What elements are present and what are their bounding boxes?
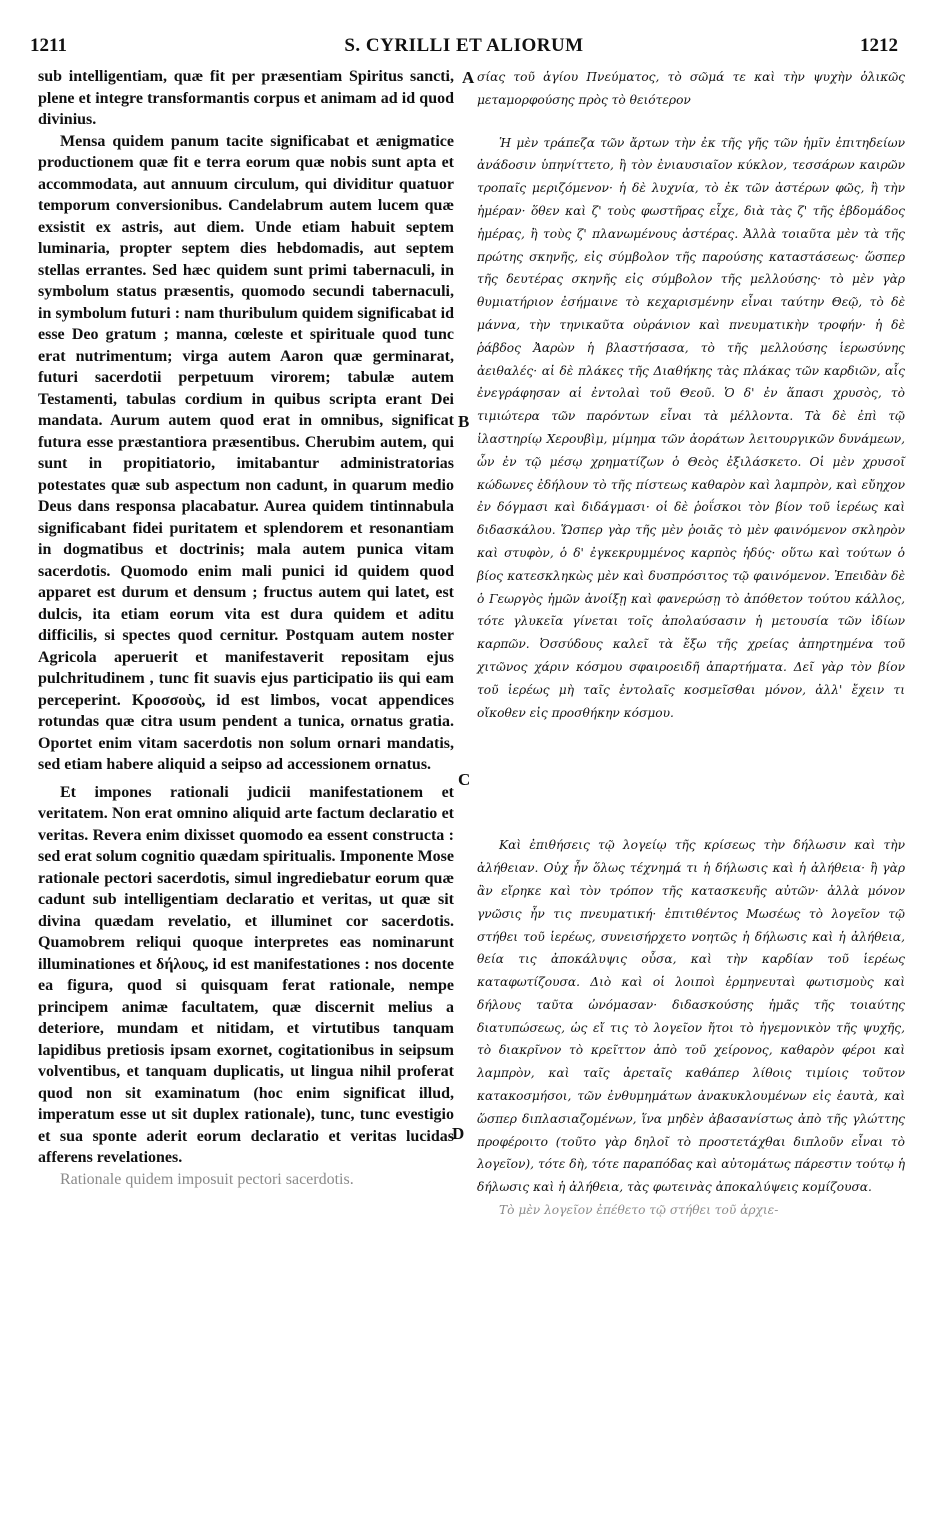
running-title: S. CYRILLI ET ALIORUM bbox=[344, 35, 584, 56]
greek-paragraph-2: Ἡ μὲν τράπεζα τῶν ἄρτων τὴν ἐκ τῆς γῆς τῶν ἡμῖν ἐπιτηδείων ἀνάδοσιν ὑπηνίττετο, ἢ τὸν ἐνιαυσιαῖον κύκλον, τεσσάρων καιρῶν τροπαῖς μεριζόμενον· ἡ δὲ λυχνία, τὸ ἐκ τῶν ἀστέρων φῶς, ἢ τὴν ἡμέραν· ὅθεν καὶ ζ' τοὺς φωστῆρας εἶχε, διὰ τὰς ζ' τῆς ἑβδομάδος ἡμέρας, ἢ τοὺς ζ' πλανωμένους ἀστέρας. Ἀλλὰ τοιαῦτα μὲν τὰ τῆς πρώτης σκηνῆς, εἰς σύμβολον τῆς παρούσης καταστάσεως· ὥσπερ τῆς δευτέρας σκηνῆς εἰς σύμβολον τῆς μελλούσης· τὸ μὲν γὰρ θυμιατήριον ἐσήμαινε τὸ κεχαρισμένην εἶναι ταύτην Θεῷ, τὸ δὲ μάννα, τὴν τηνικαῦτα οὐράνιον καὶ πνευματικὴν τροφήν· ἡ δὲ ῥάβδος Ἀαρὼν ἡ βλαστήσασα, τὸ τῆς μελλούσης ἱερωσύνης ἀειθαλές· αἱ δὲ πλάκες τῆς Διαθήκης τὰς πλάκας τῶν καρδιῶν, αἷς ἐνεγράφησαν αἱ ἐντολαὶ τοῦ Θεοῦ. Ὁ δ' ἐν ἅπασι χρυσὸς, τὸ τιμιώτερα τῶν παρόντων εἶναι τὰ μέλλοντα. Τὰ δὲ ἐπὶ τῷ ἱλαστηρίῳ Χερουβὶμ, μίμημα τῶν ἀοράτων λειτουργικῶν δυνάμεων, ὧν ἐν τῷ μέσῳ χρηματίζων ὁ Θεὸς ἐξιλάσκετο. Οἱ μὲν χρυσοῖ κώδωνες ἐδήλουν τὸ τῆς πίστεως καθαρὸν καὶ λαμπρὸν, καὶ εὔηχον ἐν δόγμασι καὶ διδάγμασι· οἱ δὲ ῥοΐσκοι τὸν βίον τοῦ ἱερέως καὶ διδασκάλου. Ὥσπερ γὰρ τῆς μὲν ῥοιᾶς τὸ μὲν φαινόμενον σκληρὸν καὶ στυφὸν, ὁ δ' ἐγκεκρυμμένος καρπὸς ἡδύς· οὕτω καὶ τούτων ὁ βίος κατεσκληκὼς μὲν καὶ δυσπρόσιτος τῷ φαινόμενον. Ἐπειδὰν δὲ ὁ Γεωργὸς ἡμῶν ἀνοίξῃ καὶ φανερώσῃ τὸ ἀπόθετον τούτου κάλλος, τότε γλυκεῖα γίνεται τοῖς ἀπολαύσασιν ἡ μετουσία τῶν ἰδίων καρπῶν. Ὀσσύδους καλεῖ τὰ ἔξω τῆς χρείας ἀπηρτημένα τοῦ χιτῶνος χάριν κόσμου σφαιροειδῆ ἀπαρτήματα. Δεῖ γὰρ τὸν βίον τοῦ ἱερέως μὴ ταῖς ἐντολαῖς κοσμεῖσθαι μόνον, ἀλλ' ἔχειν τι οἴκοθεν εἰς προσθήκην κόσμου. bbox=[477, 135, 905, 720]
greek-paragraph-4: Τὸ μὲν λογεῖον ἐπέθετο τῷ στήθει τοῦ ἀρχιε- bbox=[499, 1203, 779, 1218]
page-header bbox=[30, 34, 898, 58]
latin-paragraph-3: Et impones rationali judicii manifestationem et veritatem. Non erat omnino aliquid arte factum declaratio et veritas. Revera enim dixisset quomodo ea essent constructa : sed erat solum cognitio quædam spiritualis. Imponente Mose rationale pectori sacerdotis, simul ingrediebatur eorum quæ cadunt sub intelligentiam declaratio et veritas, ut quæ sit divina quædam revelatio, et illuminet cor sacerdotis. Quamobrem reliqui quoque interpretes eas nominarunt illuminationes et δήλους, id est manifestationes : nos docente ea figura, quod si quisquam ferat rationale, nempe principem animæ facultatem, quæ discernit melius a deteriore, mundam et nitidam, et virtutibus tanquam lapidibus pretiosis ipsam exornet, cogitationibus in seipsum volventibus, et tanquam duplicatis, ut lingua nihil proferat quod non sit examinatum (hoc enim significat illud, imperatum esse ut sit duplex rationale), tunc, tunc evestigio et sua sponte aderit eorum declaratio et veritas lucidas afferens revelationes. bbox=[38, 783, 454, 1166]
greek-column bbox=[477, 66, 905, 1222]
greek-paragraph-3: Καὶ ἐπιθήσεις τῷ λογείῳ τῆς κρίσεως τὴν δήλωσιν καὶ τὴν ἀλήθειαν. Οὐχ ἦν ὅλως τέχνημά τι ἡ δήλωσις καὶ ἡ ἀλήθεια· ἢ γὰρ ἂν εἴρηκε καὶ τὸν τρόπον τῆς κατασκευῆς αὐτῶν· ἀλλὰ μόνον γνῶσις ἦν τις πνευματική· ἐπιτιθέντος Μωσέως τὸ λογεῖον τῷ στήθει τοῦ ἱερέως, συνεισήρχετο νοητῶς ἡ δήλωσις καὶ ἡ ἀλήθεια, θεία τις ἀποκάλυψις οὖσα, καὶ τὴν καρδίαν τοῦ ἱερέως καταφωτίζουσα. Διὸ καὶ οἱ λοιποὶ ἑρμηνευταὶ φωτισμοὺς καὶ δήλους ταῦτα ὠνόμασαν· διδασκούσης ἡμᾶς τῆς τοιαύτης διατυπώσεως, ὡς εἴ τις τὸ λογεῖον ἤτοι τὸ ἡγεμονικὸν τῆς ψυχῆς, τὸ διακρῖνον τὸ κρεῖττον ἀπὸ τοῦ χείρονος, καθαρὸν φέροι καὶ λαμπρὸν, καὶ ταῖς ἀρεταῖς καθάπερ λίθοις τιμίοις τοῦτον κατακοσμήσοι, τῶν ἐνθυμημάτων ἀνακυκλουμένων εἰς ἑαυτὰ, καὶ ὥσπερ διπλασιαζομένων, ἵνα μηδὲν ἀβασανίστως ἀπὸ τῆς γλώττης προφέροιτο (τοῦτο γὰρ δηλοῖ τὸ προστετάχθαι διπλοῦν εἶναι τὸ λογεῖον), τότε δὴ, τότε παραπόδας καὶ αὐτομάτως πάρεστιν τούτῳ ἡ δήλωσις καὶ ἡ ἀλήθεια, τὰς φωτεινὰς ἀποκαλύψεις κομίζουσα. bbox=[477, 838, 905, 1195]
section-marker-d: D bbox=[452, 1124, 465, 1143]
section-marker-b: B bbox=[458, 412, 470, 431]
section-marker-a: A bbox=[462, 68, 475, 87]
latin-column bbox=[38, 66, 454, 1190]
greek-paragraph-1: σίας τοῦ ἁγίου Πνεύματος, τὸ σῶμά τε καὶ τὴν ψυχὴν ὁλικῶς μεταμορφούσης πρὸς τὸ θειότερον bbox=[477, 70, 905, 107]
latin-paragraph-4: Rationale quidem imposuit pectori sacerdotis. bbox=[60, 1170, 354, 1188]
latin-paragraph-2: Mensa quidem panum tacite significabat et ænigmatice productionem quæ fit e terra eorum quæ nobis sunt apta et accommodata, aut annuum circulum, qui dividitur quatuor temporum conversionibus. Candelabrum autem lucem quæ exsistit ex astris, aut diem. Unde etiam habuit septem luminaria, propter septem dies hebdomadis, aut septem stellas errantes. Sed hæc quidem sunt primi tabernaculi, in symbolum status præsentis, quomodo secundi tabernaculi, in symbolum futuri : nam thuribulum quidem significabat id esse Deo gratum ; manna, cœleste et spirituale quod tunc erat nutrimentum; virga autem Aaron quæ germinarat, futuri sacerdotii perpetuum virorem; tabulæ autem Testamenti, tabulas cordium in quibus scripta erant Dei mandata. Aurum autem quod erat in omnibus, significat futura esse præstantiora præsentibus. Cherubim autem, qui sunt in propitiatorio, imitabantur administratorias potestates quæ sub aspectum non cadunt, in quarum medio Deus dans responsa placabatur. Aurea quidem tintinnabula significabant fidei puritatem et splendorem et resonantiam in dogmatibus et doctrinis; mala autem punica vitam sacerdotis. Quomodo enim mali punici id quidem quod apparet est durum et densum ; fructus autem qui latet, est dulcis, ita etiam eorum vita est dura quidem et aditu difficilis, si spectes quod cernitur. Postquam autem noster Agricola aperuerit et manifestaverit repositam ejus pulchritudinem , tunc fit suavis ejus participatio iis qui eam perceperint. Κροσσοὺς, id est limbos, vocat appendices rotundas quæ citra usum pendent a tunica, ornatus gratia. Oportet enim vitam sacerdotis non solum ornari mandatis, sed etiam habere aliquid a seipso ad accessionem ornatus. bbox=[38, 132, 454, 773]
left-page-number: 1211 bbox=[30, 35, 67, 56]
right-page-number: 1212 bbox=[860, 35, 898, 56]
section-marker-c: C bbox=[458, 770, 471, 789]
latin-paragraph-1: sub intelligentiam, quæ fit per præsentiam Spiritus sancti, plene et integre transformantis corpus et animam ad id quod divinius. bbox=[38, 68, 454, 128]
